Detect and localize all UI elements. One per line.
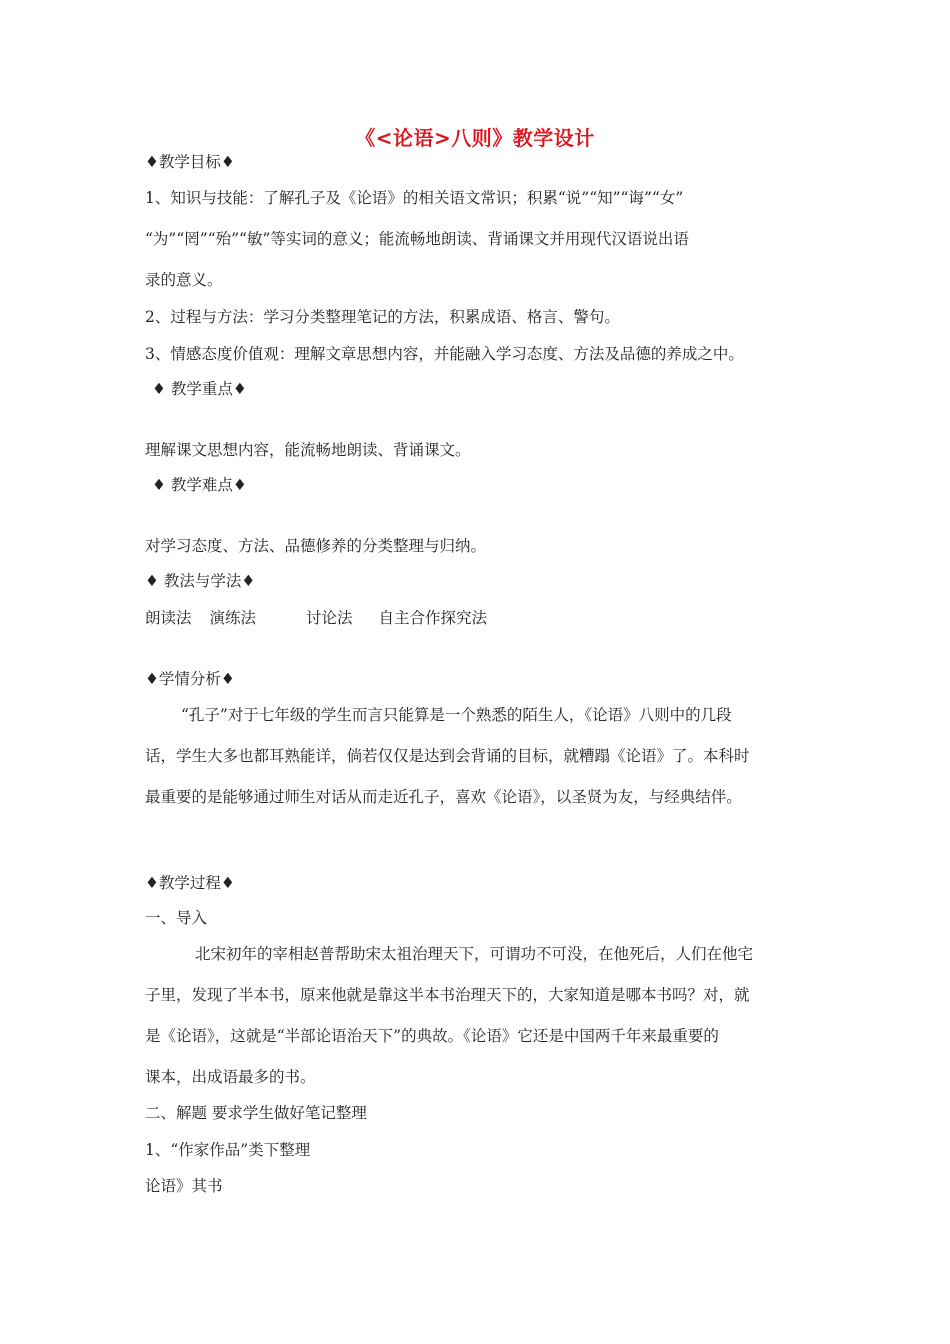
analysis-line-3: 最重要的是能够通过师生对话从而走近孔子，喜欢《论语》，以圣贤为友，与经典结伴。 xyxy=(145,788,742,806)
step-1-title: 一、导入 xyxy=(145,909,208,927)
method-item: 演练法 xyxy=(209,609,257,627)
process-heading: ♦教学过程♦ xyxy=(145,874,235,892)
methods-list xyxy=(145,607,815,629)
analysis-heading: ♦学情分析♦ xyxy=(145,670,235,688)
step-2-text: 论语》其书 xyxy=(145,1177,223,1195)
difficulties-heading: ♦ 教学难点♦ xyxy=(152,476,247,494)
difficulties-text: 对学习态度、方法、品德修养的分类整理与归纳。 xyxy=(145,537,487,555)
goal-3: 3、情感态度价值观：理解文章思想内容，并能融入学习态度、方法及品德的养成之中。 xyxy=(145,345,744,363)
analysis-line-1: “孔子”对于七年级的学生而言只能算是一个熟悉的陌生人，《论语》八则中的几段 xyxy=(181,706,732,724)
goal-1-line-3: 录的意义。 xyxy=(145,271,223,289)
intro-line-2: 子里，发现了半本书，原来他就是靠这半本书治理天下的，大家知道是哪本书吗？对，就 xyxy=(145,986,750,1004)
method-item: 讨论法 xyxy=(306,609,353,627)
step-2-title: 二、解题 要求学生做好笔记整理 xyxy=(145,1104,367,1122)
goal-1-line-2: “为”“罔”“殆”“敏”等实词的意义；能流畅地朗读、背诵课文并用现代汉语说出语 xyxy=(145,230,689,248)
method-item: 朗读法 xyxy=(145,609,192,627)
step-2-1-title: 1、“作家作品”类下整理 xyxy=(145,1141,311,1159)
intro-line-3: 是《论语》，这就是“半部论语治天下”的典故。《论语》它还是中国两千年来最重要的 xyxy=(145,1027,719,1045)
goals-heading: ♦教学目标♦ xyxy=(145,153,235,171)
goal-1-line-1: 1、知识与技能：了解孔子及《论语》的相关语文常识；积累“说”“知”“诲”“女” xyxy=(145,189,684,207)
intro-line-1: 北宋初年的宰相赵普帮助宋太祖治理天下，可谓功不可没，在他死后，人们在他宅 xyxy=(195,945,754,963)
analysis-line-2: 话，学生大多也都耳熟能详，倘若仅仅是达到会背诵的目标，就糟蹋《论语》了。本科时 xyxy=(145,747,750,765)
key-points-heading: ♦ 教学重点♦ xyxy=(152,380,247,398)
key-points-text: 理解课文思想内容，能流畅地朗读、背诵课文。 xyxy=(145,441,471,459)
intro-line-4: 课本，出成语最多的书。 xyxy=(145,1068,316,1086)
method-item: 自主合作探究法 xyxy=(378,609,488,627)
methods-heading: ♦ 教法与学法♦ xyxy=(145,572,256,590)
document-title: 《<论语>八则》教学设计 xyxy=(355,126,595,150)
goal-2: 2、过程与方法：学习分类整理笔记的方法，积累成语、格言、警句。 xyxy=(145,308,620,326)
